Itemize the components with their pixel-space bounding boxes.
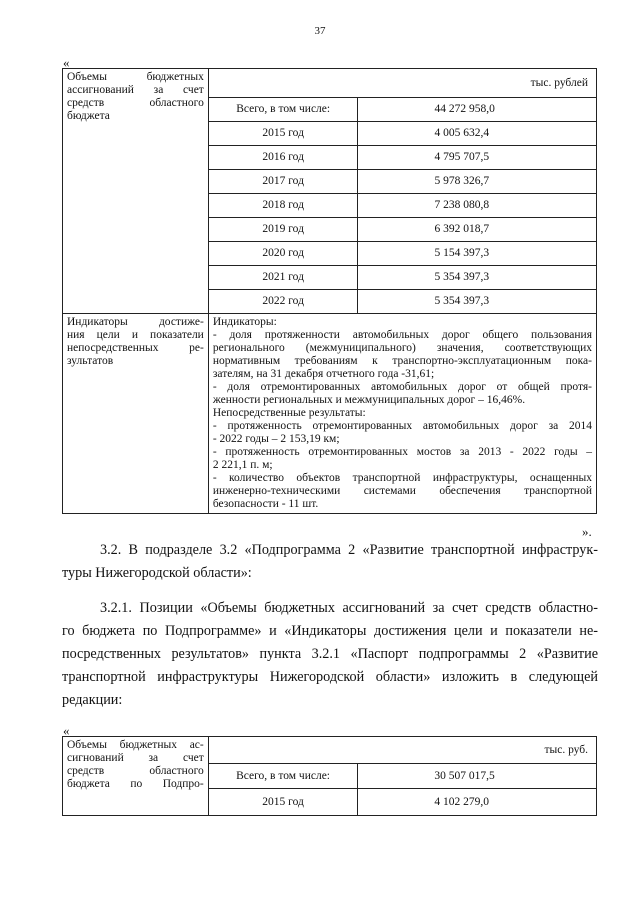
label-line: бюджета (67, 110, 110, 122)
unit-label: тыс. руб. (208, 737, 596, 764)
row-value: 4 795 707,5 (358, 146, 597, 170)
indicator-line: нормативным требованиям к транспортно-эксплуатационным пока- (212, 355, 592, 367)
label-line: Объемы бюджетных (67, 71, 204, 83)
para-line: транспортной инфраструктуры Нижегородской области» изложить в следующей (62, 669, 598, 685)
indicator-line: - доля протяженности автомобильных дорог общего пользования (212, 329, 592, 341)
row-label: 2021 год (208, 266, 358, 290)
closing-quote: ». (582, 524, 592, 539)
label-line: Индикаторы достиже- (67, 316, 204, 328)
para-line: туры Нижегородской области»: (62, 565, 252, 581)
indicator-line: Индикаторы: (212, 316, 277, 328)
indicator-line: - доля отремонтированных автомобильных дорог от общей протя- (212, 381, 592, 393)
indicator-line: безопасности - 11 шт. (212, 498, 319, 510)
row-label: 2018 год (208, 194, 358, 218)
label-line: ния цели и показатели (67, 329, 204, 341)
row-label: Всего, в том числе: (208, 764, 358, 789)
para-line: 3.2. В подразделе 3.2 «Подпрограмма 2 «Развитие транспортной инфраструк- (100, 542, 598, 558)
para-line: го бюджета по Подпрограмме» и «Индикаторы достижения цели и показатели не- (62, 623, 598, 639)
row-value: 5 154 397,3 (358, 242, 597, 266)
budget-label-cell (63, 737, 209, 816)
label-line: бюджета по Подпро- (67, 778, 204, 790)
paragraph-3-2-1 (62, 597, 598, 712)
indicator-line: Непосредственные результаты: (212, 407, 366, 419)
row-label: 2015 год (208, 789, 358, 816)
paragraph-3-2 (62, 539, 598, 585)
indicator-line: - количество объектов транспортной инфраструктуры, оснащенных (212, 472, 592, 484)
label-line: средств областного (67, 97, 204, 109)
indicator-line: регионального (межмуниципального) значения, соответствующих (212, 342, 592, 354)
indicator-line: инженерно-техническими системами обеспечения транспортной (212, 485, 592, 497)
row-label: 2017 год (208, 170, 358, 194)
indicator-line: женности региональных и межмуниципальных дорог – 16,46%. (212, 394, 526, 406)
row-value: 6 392 018,7 (358, 218, 597, 242)
indicators-cell (208, 314, 596, 514)
indicator-line: - протяженность отремонтированных автомобильных дорог за 2014 (212, 420, 592, 432)
unit-label: тыс. рублей (208, 69, 596, 98)
para-line: редакции: (62, 692, 123, 708)
row-label: 2016 год (208, 146, 358, 170)
row-label: 2020 год (208, 242, 358, 266)
row-value: 7 238 080,8 (358, 194, 597, 218)
opening-quote-2: « (63, 723, 70, 738)
row-label: 2019 год (208, 218, 358, 242)
budget-label-cell (63, 69, 209, 314)
row-label: 2022 год (208, 290, 358, 314)
row-label: Всего, в том числе: (208, 98, 358, 122)
page-number: 37 (314, 25, 326, 37)
row-label: 2015 год (208, 122, 358, 146)
label-line: сигнований за счет (67, 752, 204, 764)
para-line: посредственных результатов» пункта 3.2.1 «Паспорт подпрограммы 2 «Развитие (62, 646, 598, 662)
para-line: 3.2.1. Позиции «Объемы бюджетных ассигнований за счет средств областно- (100, 600, 598, 616)
indicator-line: - 2022 годы – 2 153,19 км; (212, 433, 340, 445)
label-line: зультатов (67, 355, 114, 367)
budget-table-1 (62, 68, 597, 514)
row-value: 5 354 397,3 (358, 290, 597, 314)
indicator-line: - протяженность отремонтированных мостов за 2013 - 2022 годы – (212, 446, 592, 458)
label-line: непосредственных ре- (67, 342, 204, 354)
budget-table-2 (62, 736, 597, 816)
row-value: 44 272 958,0 (358, 98, 597, 122)
opening-quote-1: « (63, 55, 70, 70)
indicator-line: 2 221,1 п. м; (212, 459, 273, 471)
label-line: средств областного (67, 765, 204, 777)
row-value: 5 354 397,3 (358, 266, 597, 290)
row-value: 4 102 279,0 (358, 789, 597, 816)
label-line: ассигнований за счет (67, 84, 204, 96)
indicator-line: зателям, на 31 декабря отчетного года -31,61; (212, 368, 435, 380)
indicators-label-cell (63, 314, 209, 514)
row-value: 30 507 017,5 (358, 764, 597, 789)
row-value: 4 005 632,4 (358, 122, 597, 146)
row-value: 5 978 326,7 (358, 170, 597, 194)
label-line: Объемы бюджетных ас- (67, 739, 204, 751)
